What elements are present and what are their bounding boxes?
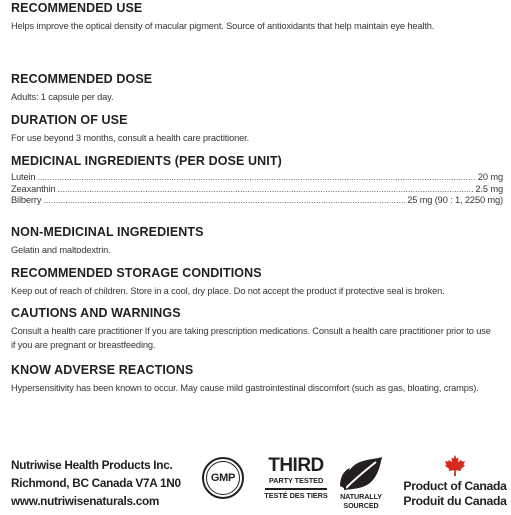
maple-leaf-icon — [443, 454, 467, 478]
medicinal-ingredients-section — [11, 154, 503, 207]
ingredient-name: Zeaxanthin — [11, 183, 56, 194]
ingredient-amount: 20 mg — [477, 172, 503, 182]
product-of-canada-badge — [403, 454, 507, 509]
company-website: www.nutriwisenaturals.com — [11, 494, 160, 508]
storage-heading: RECOMMENDED STORAGE CONDITIONS — [11, 266, 262, 280]
sourced-label: SOURCED — [343, 501, 379, 510]
ingredient-row-lutein — [11, 172, 503, 184]
gmp-label: GMP — [206, 461, 240, 495]
adverse-reactions-section — [11, 363, 503, 396]
badge-divider — [265, 488, 327, 490]
non-medicinal-section — [11, 225, 503, 258]
leaf-icon — [338, 456, 384, 492]
non-medicinal-text: Gelatin and maltodextrin. — [11, 245, 111, 255]
cautions-text: Consult a health care practitioner If you are taking prescription medications. Consult a health care practitioner prior to use if you are pregnant or breastfeeding. — [11, 326, 491, 350]
cautions-heading: CAUTIONS AND WARNINGS — [11, 306, 181, 320]
recommended-dose-text: Adults: 1 capsule per day. — [11, 92, 114, 102]
gmp-badge — [202, 457, 244, 499]
footer — [0, 448, 511, 515]
party-tested-label: PARTY TESTED — [268, 476, 324, 485]
product-of-canada-label: Product of Canada — [403, 479, 507, 493]
non-medicinal-heading: NON-MEDICINAL INGREDIENTS — [11, 225, 204, 239]
recommended-use-text: Helps improve the optical density of macular pigment. Source of antioxidants that help maintain eye health. — [11, 21, 435, 31]
recommended-use-section — [11, 1, 503, 34]
cautions-section — [11, 306, 493, 352]
ingredient-amount: 25 mg (90 : 1, 2250 mg) — [407, 195, 503, 205]
company-address: Richmond, BC Canada V7A 1N0 — [11, 476, 181, 490]
duration-text: For use beyond 3 months, consult a health care practitioner. — [11, 133, 250, 143]
produit-du-canada-label: Produit du Canada — [403, 494, 507, 508]
ingredient-amount: 2.5 mg — [475, 183, 503, 194]
ingredient-row-bilberry — [11, 195, 503, 207]
ingredient-name: Lutein — [11, 172, 36, 182]
company-name: Nutriwise Health Products Inc. — [11, 458, 173, 472]
storage-text: Keep out of reach of children. Store in a cool, dry place. Do not accept the product if protective seal is broken. — [11, 286, 445, 296]
leader-dots — [58, 184, 474, 196]
naturally-label: NATURALLY — [340, 492, 382, 501]
leader-dots — [37, 172, 475, 184]
medicinal-ingredients-heading: MEDICINAL INGREDIENTS (PER DOSE UNIT) — [11, 154, 282, 168]
storage-section — [11, 266, 503, 299]
leader-dots — [43, 195, 405, 207]
recommended-dose-heading: RECOMMENDED DOSE — [11, 72, 153, 86]
teste-des-tiers-label: TESTÉ DES TIERS — [264, 491, 328, 500]
recommended-use-heading: RECOMMENDED USE — [11, 1, 143, 15]
ingredient-name: Bilberry — [11, 195, 42, 205]
duration-section — [11, 113, 503, 146]
duration-heading: DURATION OF USE — [11, 113, 128, 127]
ingredient-row-zeaxanthin — [11, 184, 503, 196]
recommended-dose-section — [11, 72, 503, 105]
ingredient-list — [11, 172, 503, 207]
third-party-tested-badge — [262, 456, 330, 501]
company-address-block — [11, 456, 181, 510]
adverse-reactions-text: Hypersensitivity has been known to occur. May cause mild gastrointestinal discomfort (such as gas, bloating, cramps). — [11, 383, 479, 393]
adverse-reactions-heading: KNOW ADVERSE REACTIONS — [11, 363, 194, 377]
third-label: THIRD — [268, 455, 324, 476]
naturally-sourced-badge — [333, 456, 389, 510]
